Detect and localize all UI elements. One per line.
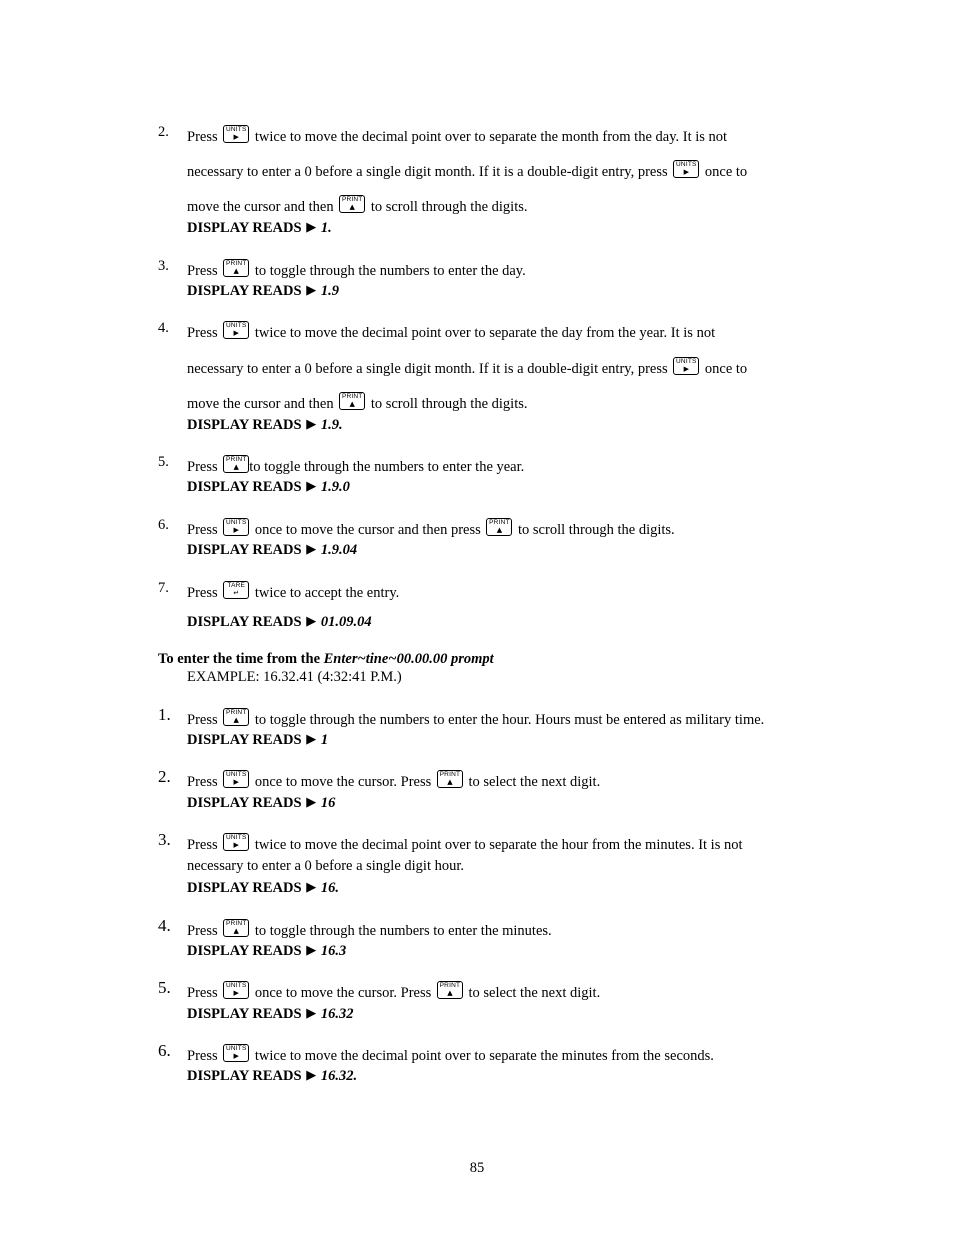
display-reads: DISPLAY READS ▶ 16.32.	[187, 1067, 358, 1084]
play-arrow-icon: ▶	[306, 613, 317, 628]
step-number: 3.	[158, 830, 171, 849]
step-line: Press PRINT ▲ to toggle through the numbers to enter the year.	[187, 456, 525, 475]
print-key-icon: PRINT ▲	[223, 708, 249, 726]
step-number: 5.	[158, 978, 171, 997]
print-key-icon: PRINT ▲	[223, 259, 249, 277]
step-line: Press PRINT ▲ to toggle through the numbers to enter the minutes.	[187, 920, 552, 939]
display-reads: DISPLAY READS ▶ 1.9.0	[187, 478, 350, 495]
play-arrow-icon: ▶	[306, 1067, 317, 1082]
units-key-icon: UNITS ▶	[223, 518, 249, 536]
display-reads: DISPLAY READS ▶ 1.9	[187, 282, 339, 299]
step-number: 2.	[158, 124, 169, 140]
page-number: 85	[469, 1160, 485, 1176]
play-arrow-icon: ▶	[306, 219, 317, 234]
step-line: Press UNITS ▶ twice to move the decimal point over to separate the minutes from the seconds.	[187, 1045, 714, 1064]
step-line: move the cursor and then PRINT ▲ to scroll through the digits.	[187, 196, 528, 215]
print-key-icon: PRINT ▲	[223, 455, 249, 473]
step-number: 4.	[158, 916, 171, 935]
play-arrow-icon: ▶	[306, 879, 317, 894]
display-reads: DISPLAY READS ▶ 1	[187, 731, 329, 748]
print-key-icon: PRINT ▲	[437, 770, 463, 788]
units-key-icon: UNITS ▶	[673, 357, 699, 375]
step-number: 4.	[158, 320, 169, 336]
play-arrow-icon: ▶	[306, 478, 317, 493]
units-key-icon: UNITS ▶	[223, 321, 249, 339]
display-reads: DISPLAY READS ▶ 1.9.	[187, 416, 343, 433]
print-key-icon: PRINT ▲	[223, 919, 249, 937]
step-number: 7.	[158, 580, 169, 596]
display-reads: DISPLAY READS ▶ 16.3	[187, 942, 347, 959]
example-text: EXAMPLE: 16.32.41 (4:32:41 P.M.)	[187, 669, 402, 685]
display-reads: DISPLAY READS ▶ 16	[187, 794, 336, 811]
step-line: necessary to enter a 0 before a single digit month. If it is a double-digit entry, press UNITS ▶ once to	[187, 358, 748, 377]
step-line: move the cursor and then PRINT ▲ to scroll through the digits.	[187, 393, 528, 412]
display-reads: DISPLAY READS ▶ 16.32	[187, 1005, 354, 1022]
section-heading: To enter the time from the Enter~tine~00.00.00 prompt	[158, 651, 494, 667]
tare-enter-key-icon: TARE ↵	[223, 581, 249, 599]
print-key-icon: PRINT ▲	[486, 518, 512, 536]
units-key-icon: UNITS ▶	[673, 160, 699, 178]
play-arrow-icon: ▶	[306, 282, 317, 297]
step-line: Press UNITS ▶ twice to move the decimal point over to separate the day from the year. It is not	[187, 322, 716, 341]
step-line: Press PRINT ▲ to toggle through the numbers to enter the hour. Hours must be entered as military time.	[187, 709, 765, 728]
print-key-icon: PRINT ▲	[339, 195, 365, 213]
print-key-icon: PRINT ▲	[437, 981, 463, 999]
step-number: 6.	[158, 517, 169, 533]
units-key-icon: UNITS ▶	[223, 770, 249, 788]
step-number: 6.	[158, 1041, 171, 1060]
step-line: Press UNITS ▶ once to move the cursor and then press PRINT ▲ to scroll through the digits.	[187, 519, 675, 538]
display-reads: DISPLAY READS ▶ 01.09.04	[187, 613, 372, 630]
print-key-icon: PRINT ▲	[339, 392, 365, 410]
step-line: Press PRINT ▲ to toggle through the numbers to enter the day.	[187, 260, 526, 279]
step-number: 3.	[158, 258, 169, 274]
display-reads: DISPLAY READS ▶ 1.9.04	[187, 541, 358, 558]
step-line: Press TARE ↵ twice to accept the entry.	[187, 582, 400, 601]
units-key-icon: UNITS ▶	[223, 833, 249, 851]
play-arrow-icon: ▶	[306, 541, 317, 556]
play-arrow-icon: ▶	[306, 942, 317, 957]
step-number: 5.	[158, 454, 169, 470]
step-line: Press UNITS ▶ twice to move the decimal point over to separate the month from the day. It is not	[187, 126, 728, 145]
step-line: necessary to enter a 0 before a single digit hour.	[187, 858, 465, 874]
play-arrow-icon: ▶	[306, 1005, 317, 1020]
step-line: Press UNITS ▶ once to move the cursor. Press PRINT ▲ to select the next digit.	[187, 982, 601, 1001]
units-key-icon: UNITS ▶	[223, 1044, 249, 1062]
step-line: Press UNITS ▶ once to move the cursor. Press PRINT ▲ to select the next digit.	[187, 771, 601, 790]
units-key-icon: UNITS ▶	[223, 981, 249, 999]
play-arrow-icon: ▶	[306, 416, 317, 431]
step-line: Press UNITS ▶ twice to move the decimal point over to separate the hour from the minutes. It is not	[187, 834, 743, 853]
display-reads: DISPLAY READS ▶ 1.	[187, 219, 332, 236]
step-line: necessary to enter a 0 before a single digit month. If it is a double-digit entry, press UNITS ▶ once to	[187, 161, 748, 180]
units-key-icon: UNITS ▶	[223, 125, 249, 143]
step-number: 2.	[158, 767, 171, 786]
play-arrow-icon: ▶	[306, 731, 317, 746]
play-arrow-icon: ▶	[306, 794, 317, 809]
step-number: 1.	[158, 705, 171, 724]
display-reads: DISPLAY READS ▶ 16.	[187, 879, 339, 896]
